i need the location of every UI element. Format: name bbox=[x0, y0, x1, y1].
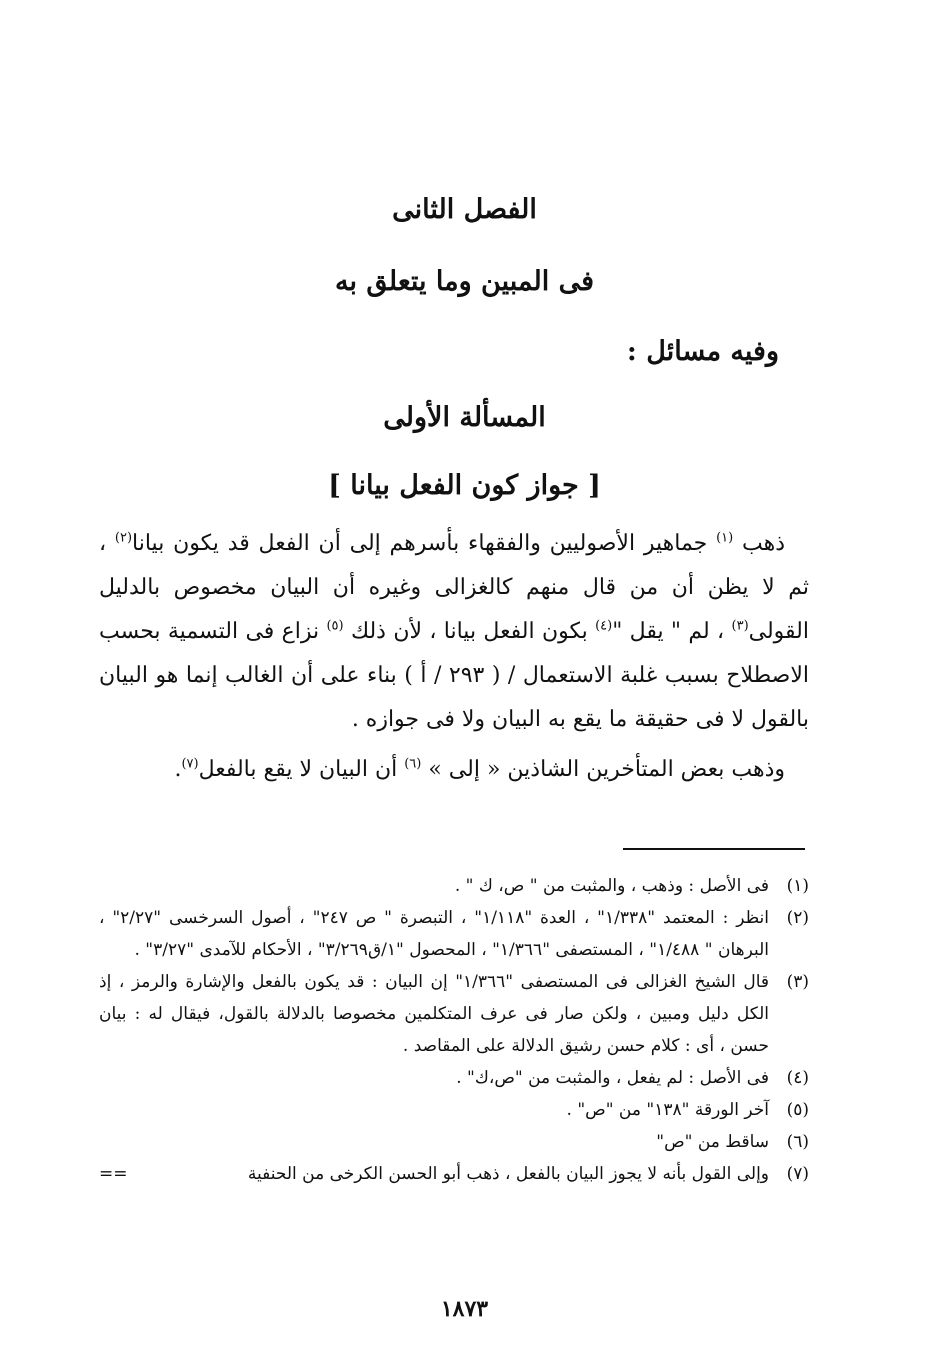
chapter-subtitle: فى المبين وما يتعلق به bbox=[334, 266, 595, 297]
footnote-1 bbox=[99, 870, 809, 902]
footnote-number: (٧) bbox=[786, 1164, 809, 1184]
issue-subtitle: [ جواز كون الفعل بيانا ] bbox=[328, 470, 601, 501]
text-segment: وذهب بعض المتأخرين الشاذين « إلى » bbox=[421, 757, 785, 782]
footnote-marker-5: (٥) bbox=[326, 618, 344, 634]
footnote-marker-2: (٢) bbox=[114, 530, 133, 546]
footnote-number: (٣) bbox=[786, 972, 809, 992]
main-text bbox=[99, 522, 809, 792]
footnote-marker-1: (١) bbox=[716, 530, 734, 546]
footnotes-list bbox=[99, 870, 809, 1190]
footnote-marker-3: (٣) bbox=[731, 618, 749, 634]
footnote-text: وإلى القول بأنه لا يجوز البيان بالفعل ، ذهب أبو الحسن الكرخى من الحنفية bbox=[247, 1164, 769, 1184]
footnote-text: ساقط من "ص" bbox=[656, 1132, 769, 1152]
page-number: ١٨٧٣ bbox=[440, 1296, 489, 1322]
text-segment: نزاع فى التسمية بحسب الاصطلاح بسبب غلبة الاستعمال / ( ٢٩٣ / أ ) بناء على أن الغالب إنما هو البيان بالقول لا فى حقيقة ما يقع به البيان ولا فى جوازه . bbox=[99, 619, 809, 732]
footnote-5 bbox=[99, 1094, 809, 1126]
intro-label: وفيه مسائل : bbox=[626, 336, 779, 367]
text-segment: جماهير الأصوليين والفقهاء بأسرهم إلى أن الفعل قد يكون بيانا bbox=[132, 531, 717, 556]
footnote-marker-4: (٤) bbox=[595, 618, 613, 634]
footnote-text: آخر الورقة "١٣٨" من "ص" . bbox=[566, 1100, 769, 1120]
footnote-number: (٦) bbox=[786, 1132, 809, 1152]
footnote-number: (١) bbox=[786, 876, 809, 896]
text-segment: . bbox=[174, 757, 182, 782]
footnote-6 bbox=[99, 1126, 809, 1158]
footnote-text: فى الأصل : لم يفعل ، والمثبت من "ص،ك" . bbox=[456, 1068, 769, 1088]
text-segment: ، ثم لا يظن أن من قال منهم كالغزالى وغيره أن البيان مخصوص بالدليل القولى bbox=[99, 531, 809, 644]
footnote-text: قال الشيخ الغزالى فى المستصفى "١/٣٦٦" إن البيان : قد يكون بالفعل والإشارة والرمز ، إذ الكل دليل ومبين ، ولكن صار فى عرف المتكلمين مخصوصا بالدلالة بالقول، فيقال له : بيان حسن ، أى : كلام حسن رشيق الدلالة على المقاصد . bbox=[99, 972, 769, 1056]
text-segment: ، لم " يقل " bbox=[612, 619, 732, 644]
footnote-number: (٤) bbox=[786, 1068, 809, 1088]
footnote-number: (٥) bbox=[786, 1100, 809, 1120]
text-segment: أن البيان لا يقع بالفعل bbox=[198, 757, 405, 782]
footnote-text: فى الأصل : وذهب ، والمثبت من " ص، ك " . bbox=[454, 876, 769, 896]
footnote-text: انظر : المعتمد "١/٣٣٨" ، العدة "١/١١٨" ، التبصرة " ص ٢٤٧" ، أصول السرخسى "٢/٢٧" ، البرهان " ١/٤٨٨" ، المستصفى "١/٣٦٦" ، المحصول "١/ق٣/٢٦٩" ، الأحكام للآمدى "٣/٢٧" . bbox=[99, 908, 769, 960]
footnote-number: (٢) bbox=[786, 908, 809, 928]
paragraph-2 bbox=[99, 748, 809, 792]
footnote-marker-7: (٧) bbox=[181, 756, 199, 772]
footnote-divider bbox=[623, 848, 805, 850]
footnote-4 bbox=[99, 1062, 809, 1094]
footnote-2 bbox=[99, 902, 809, 966]
text-segment: ذهب bbox=[733, 531, 785, 556]
paragraph-1 bbox=[99, 522, 809, 742]
footnote-3 bbox=[99, 966, 809, 1062]
text-segment: بكون الفعل بيانا ، لأن ذلك bbox=[343, 619, 596, 644]
chapter-title: الفصل الثانى bbox=[392, 194, 537, 225]
footnote-marker-6: (٦) bbox=[404, 756, 422, 772]
footnote-continuation-mark: == bbox=[99, 1164, 128, 1184]
footnote-7 bbox=[99, 1158, 809, 1190]
issue-title: المسألة الأولى bbox=[383, 402, 546, 433]
